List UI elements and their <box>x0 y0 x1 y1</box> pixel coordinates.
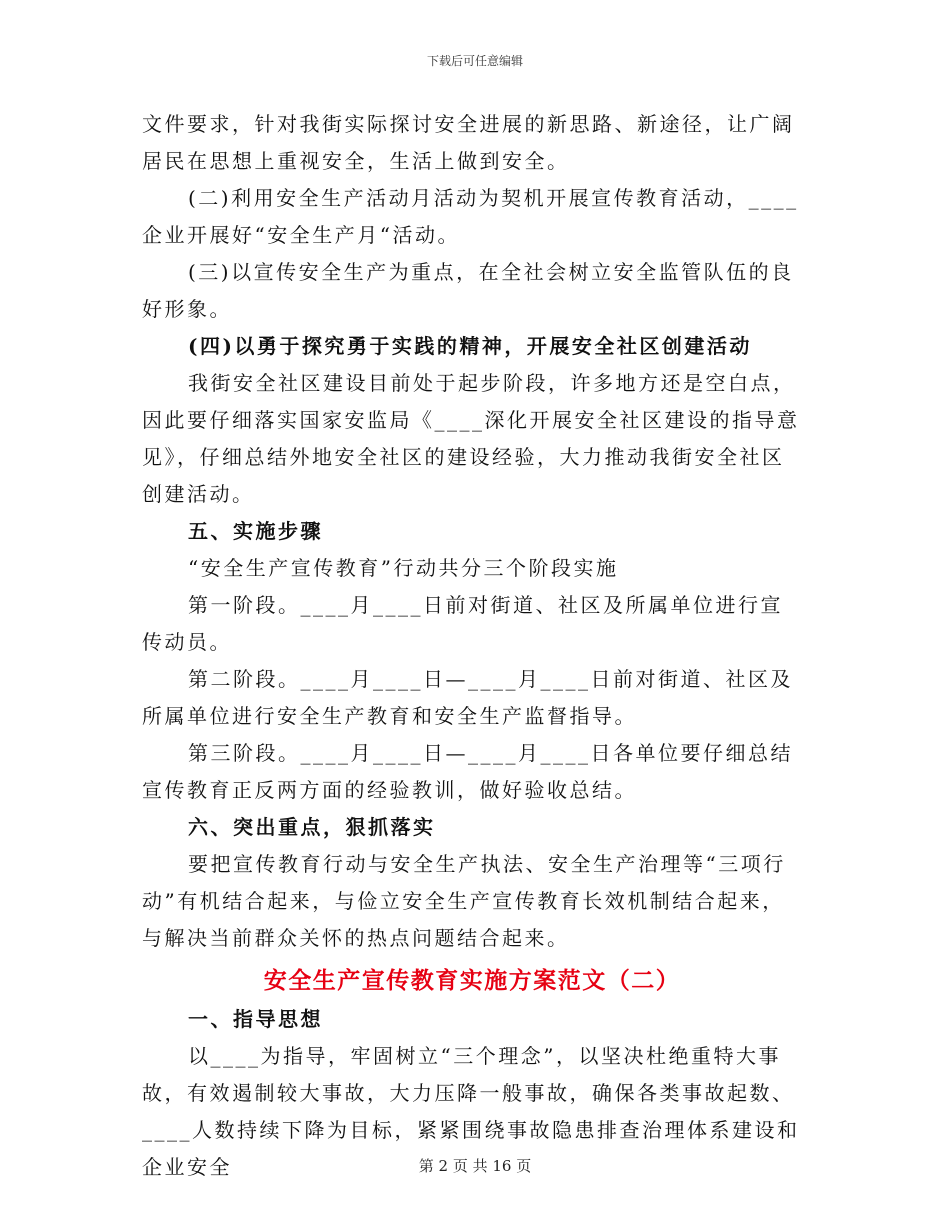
paragraph: 文件要求，针对我街实际探讨安全进展的新思路、新途径，让广阔居民在思想上重视安全，生活上做到安全。 <box>142 112 795 173</box>
paragraph: 我街安全社区建设目前处于起步阶段，许多地方还是空白点，因此要仔细落实国家安监局《____深化开展安全社区建设的指导意见》，仔细总结外地安全社区的建设经验，大力推动我街安全社区创建活动。 <box>142 371 800 506</box>
section-heading: 六、突出重点，狠抓落实 <box>188 815 436 839</box>
subheading: (四)以勇于探究勇于实践的精神，开展安全社区创建活动 <box>188 334 752 358</box>
paragraph: “安全生产宣传教育”行动共分三个阶段实施 <box>188 556 619 580</box>
paragraph: 第三阶段。____月____日—____月____日各单位要仔细总结宣传教育正反两方面的经验教训，做好验收总结。 <box>142 741 793 802</box>
section-heading: 五、实施步骤 <box>188 519 323 543</box>
section-heading: 一、指导思想 <box>188 1007 323 1031</box>
paragraph: 要把宣传教育行动与安全生产执法、安全生产治理等“三项行动”有机结合起来，与俭立安全生产宣传教育长效机制结合起来，与解决当前群众关怀的热点问题结合起来。 <box>142 852 786 950</box>
document-body <box>142 106 802 1186</box>
page-number: 第 2 页 共 16 页 <box>418 1157 532 1175</box>
paragraph: (三)以宣传安全生产为重点，在全社会树立安全监管队伍的良好形象。 <box>142 260 794 321</box>
paragraph: 第二阶段。____月____日—____月____日前对街道、社区及所属单位进行安全生产教育和安全生产监督指导。 <box>142 667 793 728</box>
paragraph: 以____为指导，牢固树立“三个理念”，以坚决杜绝重特大事故，有效遏制较大事故，大力压降一般事故，确保各类事故起数、____人数持续下降为目标，紧紧围绕事故隐患排查治理体系建设和企业安全 <box>142 1044 800 1179</box>
paragraph: (二)利用安全生产活动月活动为契机开展宣传教育活动，____企业开展好“安全生产月“活动。 <box>142 186 799 247</box>
paragraph: 第一阶段。____月____日前对街道、社区及所属单位进行宣传动员。 <box>142 593 783 654</box>
page-header-note: 下载后可任意编辑 <box>426 54 523 68</box>
document-section-title: 安全生产宣传教育实施方案范文（二） <box>263 967 681 994</box>
